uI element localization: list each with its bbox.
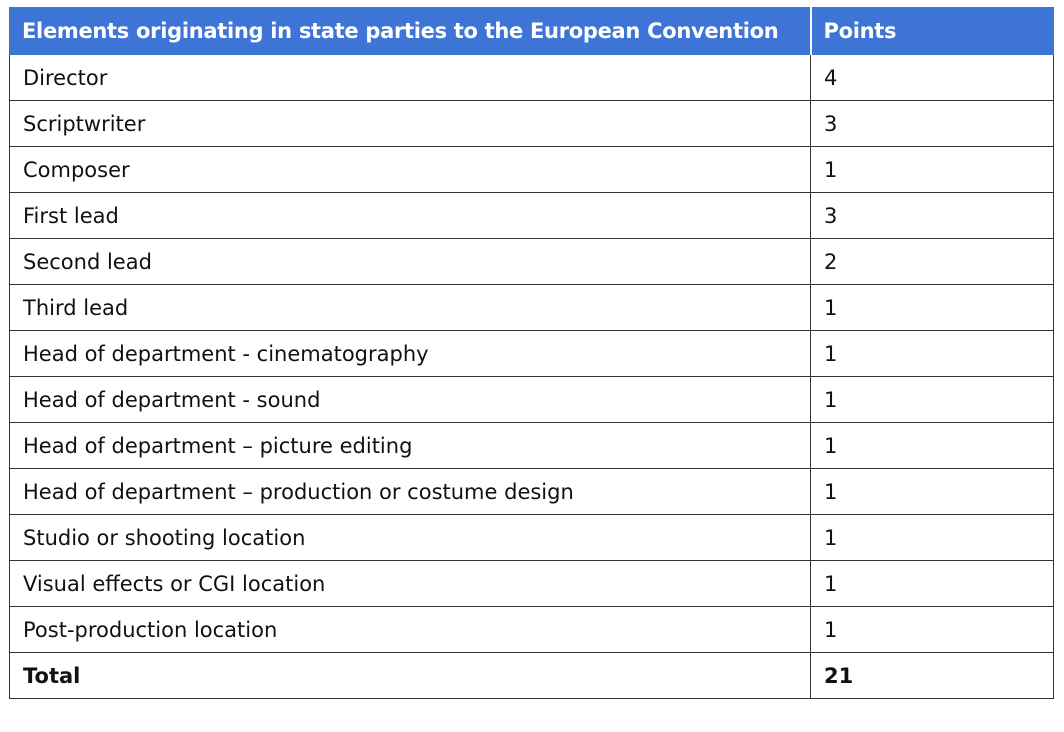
points-cell: 1	[811, 147, 1054, 193]
points-cell: 1	[811, 423, 1054, 469]
element-cell: Third lead	[10, 285, 811, 331]
element-cell: Head of department - sound	[10, 377, 811, 423]
table-row	[10, 285, 1054, 331]
table-row	[10, 423, 1054, 469]
table-row	[10, 101, 1054, 147]
points-table-container	[9, 7, 1053, 699]
points-cell: 1	[811, 561, 1054, 607]
table-row	[10, 469, 1054, 515]
points-cell: 1	[811, 285, 1054, 331]
points-cell: 1	[811, 469, 1054, 515]
element-cell: Second lead	[10, 239, 811, 285]
points-cell: 3	[811, 101, 1054, 147]
element-cell: Studio or shooting location	[10, 515, 811, 561]
element-cell: Visual effects or CGI location	[10, 561, 811, 607]
table-row	[10, 239, 1054, 285]
element-cell: Head of department – production or costume design	[10, 469, 811, 515]
points-table	[9, 7, 1054, 699]
table-header-row	[10, 8, 1054, 55]
element-cell: Scriptwriter	[10, 101, 811, 147]
points-cell: 1	[811, 331, 1054, 377]
points-cell: 4	[811, 55, 1054, 101]
table-row	[10, 561, 1054, 607]
table-row	[10, 515, 1054, 561]
points-cell: 1	[811, 377, 1054, 423]
points-cell: 3	[811, 193, 1054, 239]
total-label: Total	[10, 653, 811, 699]
table-row	[10, 377, 1054, 423]
points-cell: 1	[811, 607, 1054, 653]
table-row	[10, 193, 1054, 239]
element-cell: Head of department – picture editing	[10, 423, 811, 469]
element-cell: Composer	[10, 147, 811, 193]
points-cell: 1	[811, 515, 1054, 561]
element-cell: Post-production location	[10, 607, 811, 653]
header-points: Points	[811, 8, 1054, 55]
element-cell: Director	[10, 55, 811, 101]
total-points: 21	[811, 653, 1054, 699]
points-cell: 2	[811, 239, 1054, 285]
element-cell: Head of department - cinematography	[10, 331, 811, 377]
table-row	[10, 55, 1054, 101]
header-elements: Elements originating in state parties to the European Convention	[10, 8, 811, 55]
table-row	[10, 331, 1054, 377]
table-row	[10, 607, 1054, 653]
element-cell: First lead	[10, 193, 811, 239]
total-row	[10, 653, 1054, 699]
table-row	[10, 147, 1054, 193]
